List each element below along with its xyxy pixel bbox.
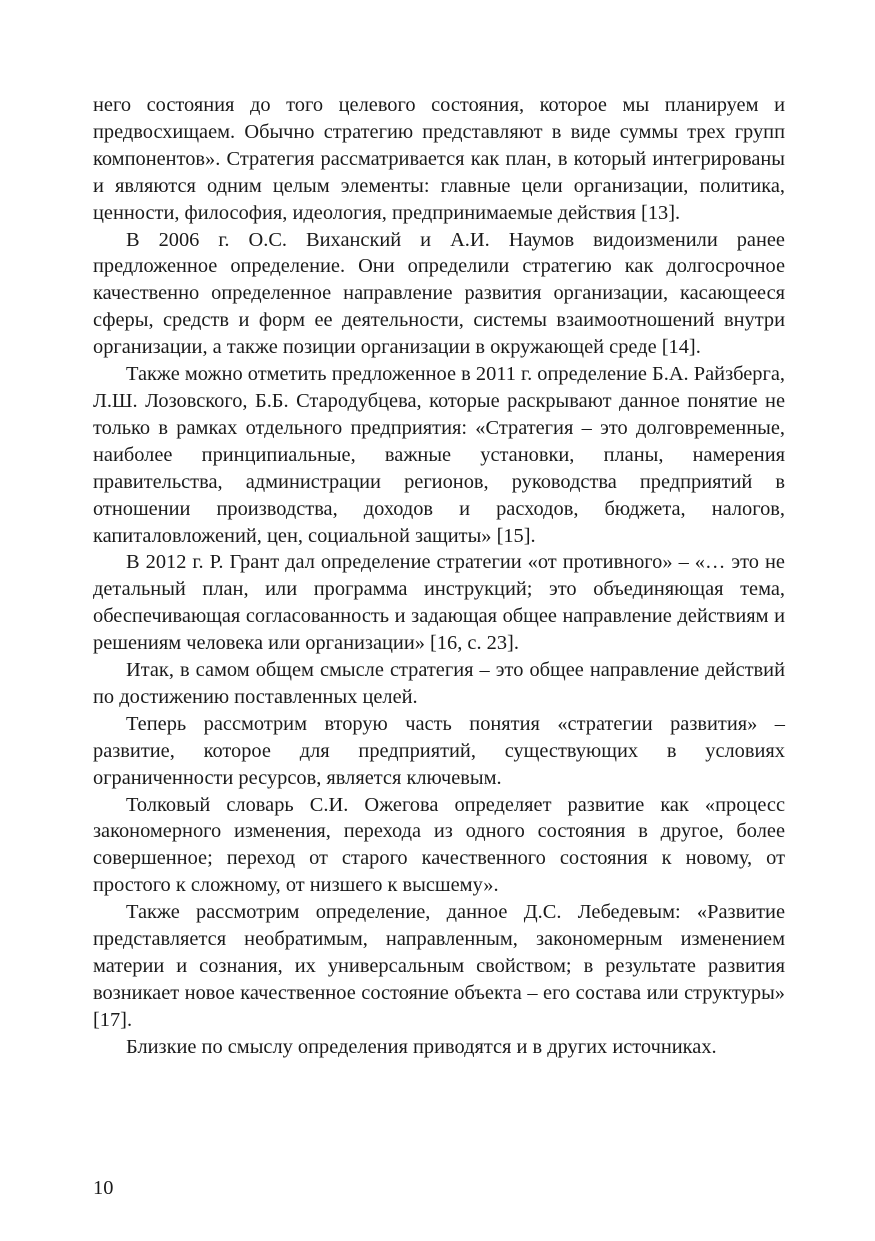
page-body (93, 92, 785, 1061)
paragraph-raizberg: Также можно отметить предложенное в 2011 г. определение Б.А. Райзберга, Л.Ш. Лозовского, Б.Б. Стародубцева, которые раскрывают данное понятие не только в рамках отдельного предприятия: «Стратегия – это долговременные, наиболее принципиальные, важные установки, планы, намерения правительства, администрации регионов, руководства предприятий в отношении производства, доходов и расходов, бюджета, налогов, капиталовложений, цен, социальной защиты» [15]. (93, 363, 785, 547)
paragraph-development: Теперь рассмотрим вторую часть понятия «стратегии развития» – развитие, которое для предприятий, существующих в условиях ограниченности ресурсов, является ключевым. (93, 712, 785, 789)
paragraph-summary: Итак, в самом общем смысле стратегия – это общее направление действий по достижению поставленных целей. (93, 659, 785, 708)
paragraph-ozhegov: Толковый словарь С.И. Ожегова определяет развитие как «процесс закономерного изменения, перехода из одного состояния в другое, более совершенное; переход от старого качественного состояния к новому, от простого к сложному, от низшего к высшему». (93, 793, 785, 897)
paragraph-grant: В 2012 г. Р. Грант дал определение стратегии «от противного» – «… это не детальный план, или программа инструкций; это объединяющая тема, обеспечивающая согласованность и задающая общее направление действиям и решениям человека или организации» [16, с. 23]. (93, 551, 785, 655)
paragraph-vikhansky-naumov: В 2006 г. О.С. Виханский и А.И. Наумов видоизменили ранее предложенное определение. Они определили стратегию как долгосрочное качественно определенное направление развития организации, касающееся сферы, средств и форм ее деятельности, системы взаимоотношений внутри организации, а также позиции организации в окружающей среде [14]. (93, 228, 785, 359)
paragraph-lebedev: Также рассмотрим определение, данное Д.С. Лебедевым: «Развитие представляется необратимым, направленным, закономерным изменением материи и сознания, их универсальным свойством; в результате развития возникает новое качественное состояние объекта – его состава или структуры» [17]. (93, 901, 785, 1031)
page-number: 10 (93, 1177, 114, 1199)
paragraph-continuation: него состояния до того целевого состояния, которое мы планируем и предвосхищаем. Обычно стратегию представляют в виде суммы трех групп компонентов». Стратегия рассматривается как план, в который интегрированы и являются одним целым элементы: главные цели организации, политика, ценности, философия, идеология, предпринимаемые действия [13]. (93, 94, 785, 224)
paragraph-other-sources: Близкие по смыслу определения приводятся и в других источниках. (126, 1035, 717, 1058)
